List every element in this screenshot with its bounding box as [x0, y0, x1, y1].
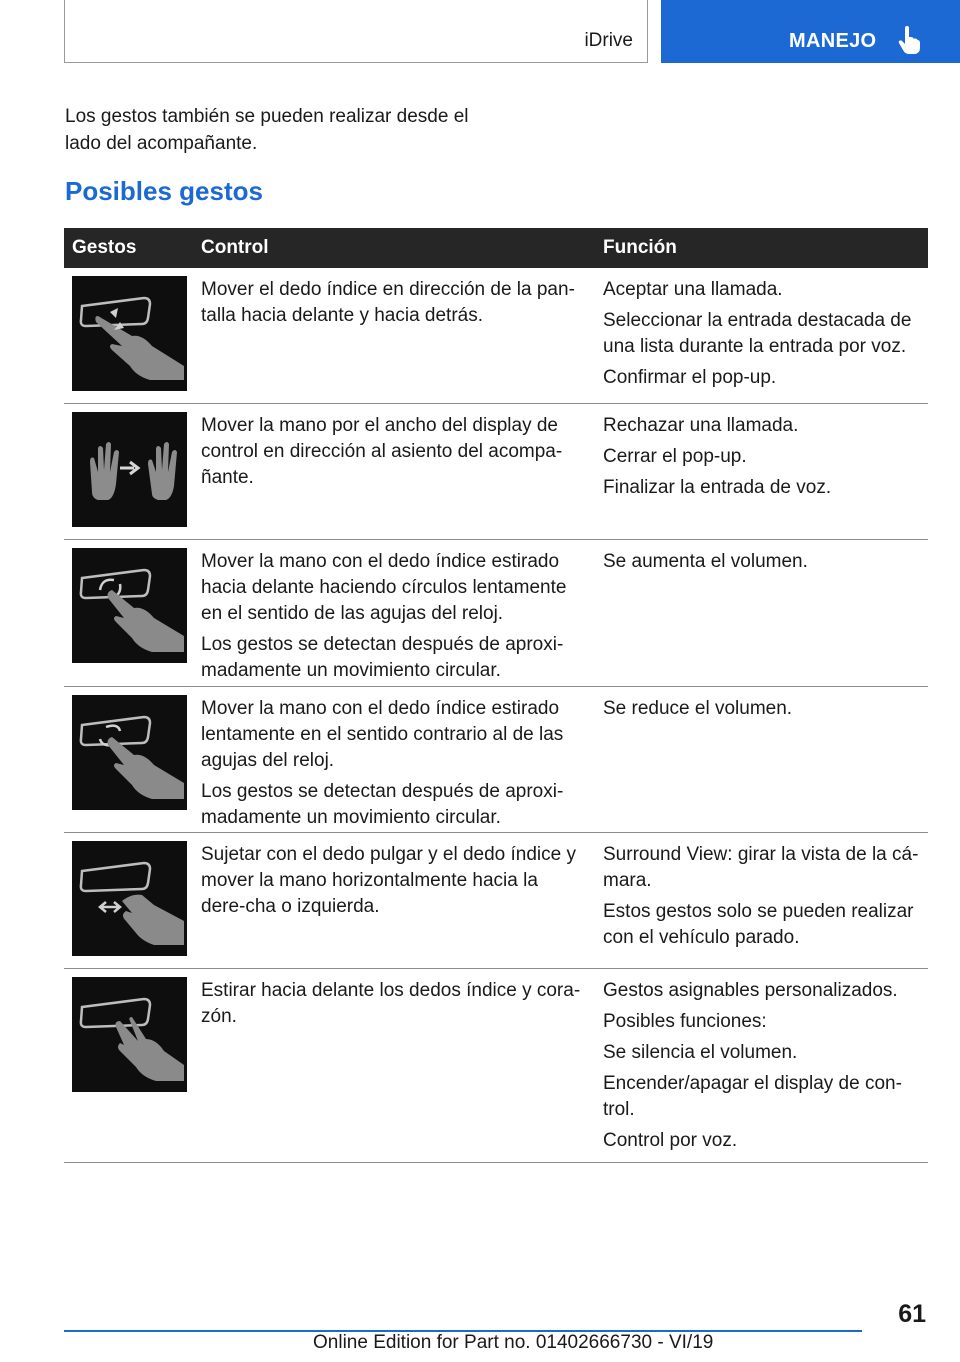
gesture-two-fingers-image — [72, 977, 187, 1092]
gesture-rotate-counterclockwise-image — [72, 695, 187, 810]
column-header-gestures: Gestos — [72, 237, 137, 258]
gesture-swipe-image — [72, 412, 187, 527]
page-number: 61 — [898, 1300, 926, 1328]
control-text: Mover la mano con el dedo índice estirado lentamente en el sentido contrario al de las agujas del reloj. — [201, 698, 564, 771]
table-row — [64, 404, 928, 540]
function-text: Se silencia el volumen. — [603, 1042, 798, 1063]
function-text: Control por voz. — [603, 1130, 738, 1151]
function-text: Posibles funciones: — [603, 1011, 767, 1032]
function-text: Finalizar la entrada de voz. — [603, 477, 832, 498]
header-chapter-label: MANEJO — [789, 30, 877, 52]
control-text: Sujetar con el dedo pulgar y el dedo índice y mover la mano horizontalmente hacia la dere-cha o izquierda. — [201, 844, 576, 917]
function-text: Surround View: girar la vista de la cá-mara. — [603, 844, 919, 891]
header-chapter-tab[interactable] — [661, 0, 960, 63]
column-header-control: Control — [201, 237, 269, 258]
pointing-hand-icon — [898, 26, 920, 54]
function-text: Gestos asignables personalizados. — [603, 980, 898, 1001]
function-text: Encender/apagar el display de con-trol. — [603, 1073, 902, 1120]
table-row — [64, 833, 928, 969]
function-text: Rechazar una llamada. — [603, 415, 799, 436]
gesture-point-image — [72, 276, 187, 391]
table-row — [64, 540, 928, 687]
gestures-table — [64, 228, 928, 1163]
gesture-pinch-move-image — [72, 841, 187, 956]
function-text: Se aumenta el volumen. — [603, 551, 808, 572]
control-text: Mover el dedo índice en dirección de la pan-talla hacia delante y hacia detrás. — [201, 279, 575, 326]
header-section-box — [64, 0, 648, 63]
function-text: Aceptar una llamada. — [603, 279, 783, 300]
table-row — [64, 969, 928, 1163]
table-row — [64, 268, 928, 404]
control-text: Mover la mano por el ancho del display de control en dirección al asiento del acompa-ñante. — [201, 415, 563, 488]
section-title: Posibles gestos — [65, 176, 263, 206]
footer-edition: Online Edition for Part no. 01402666730 - VI/19 — [313, 1332, 714, 1353]
control-text: Mover la mano con el dedo índice estirado hacia delante haciendo círculos lentamente en el sentido de las agujas del reloj. — [201, 551, 567, 624]
table-row — [64, 687, 928, 833]
header-section-label: iDrive — [584, 30, 633, 51]
control-text: Los gestos se detectan después de aproxi-madamente un movimiento circular. — [201, 634, 564, 681]
control-text: Estirar hacia delante los dedos índice y cora-zón. — [201, 980, 581, 1027]
gesture-rotate-clockwise-image — [72, 548, 187, 663]
function-text: Confirmar el pop-up. — [603, 367, 777, 388]
function-text: Seleccionar la entrada destacada de una lista durante la entrada por voz. — [603, 310, 912, 357]
function-text: Cerrar el pop-up. — [603, 446, 747, 467]
function-text: Se reduce el volumen. — [603, 698, 793, 719]
control-text: Los gestos se detectan después de aproxi-madamente un movimiento circular. — [201, 781, 564, 828]
table-header — [64, 228, 928, 268]
intro-paragraph: Los gestos también se pueden realizar desde el lado del acompañante. — [65, 106, 469, 154]
column-header-function: Función — [603, 237, 677, 258]
function-text: Estos gestos solo se pueden realizar con el vehículo parado. — [603, 901, 914, 948]
